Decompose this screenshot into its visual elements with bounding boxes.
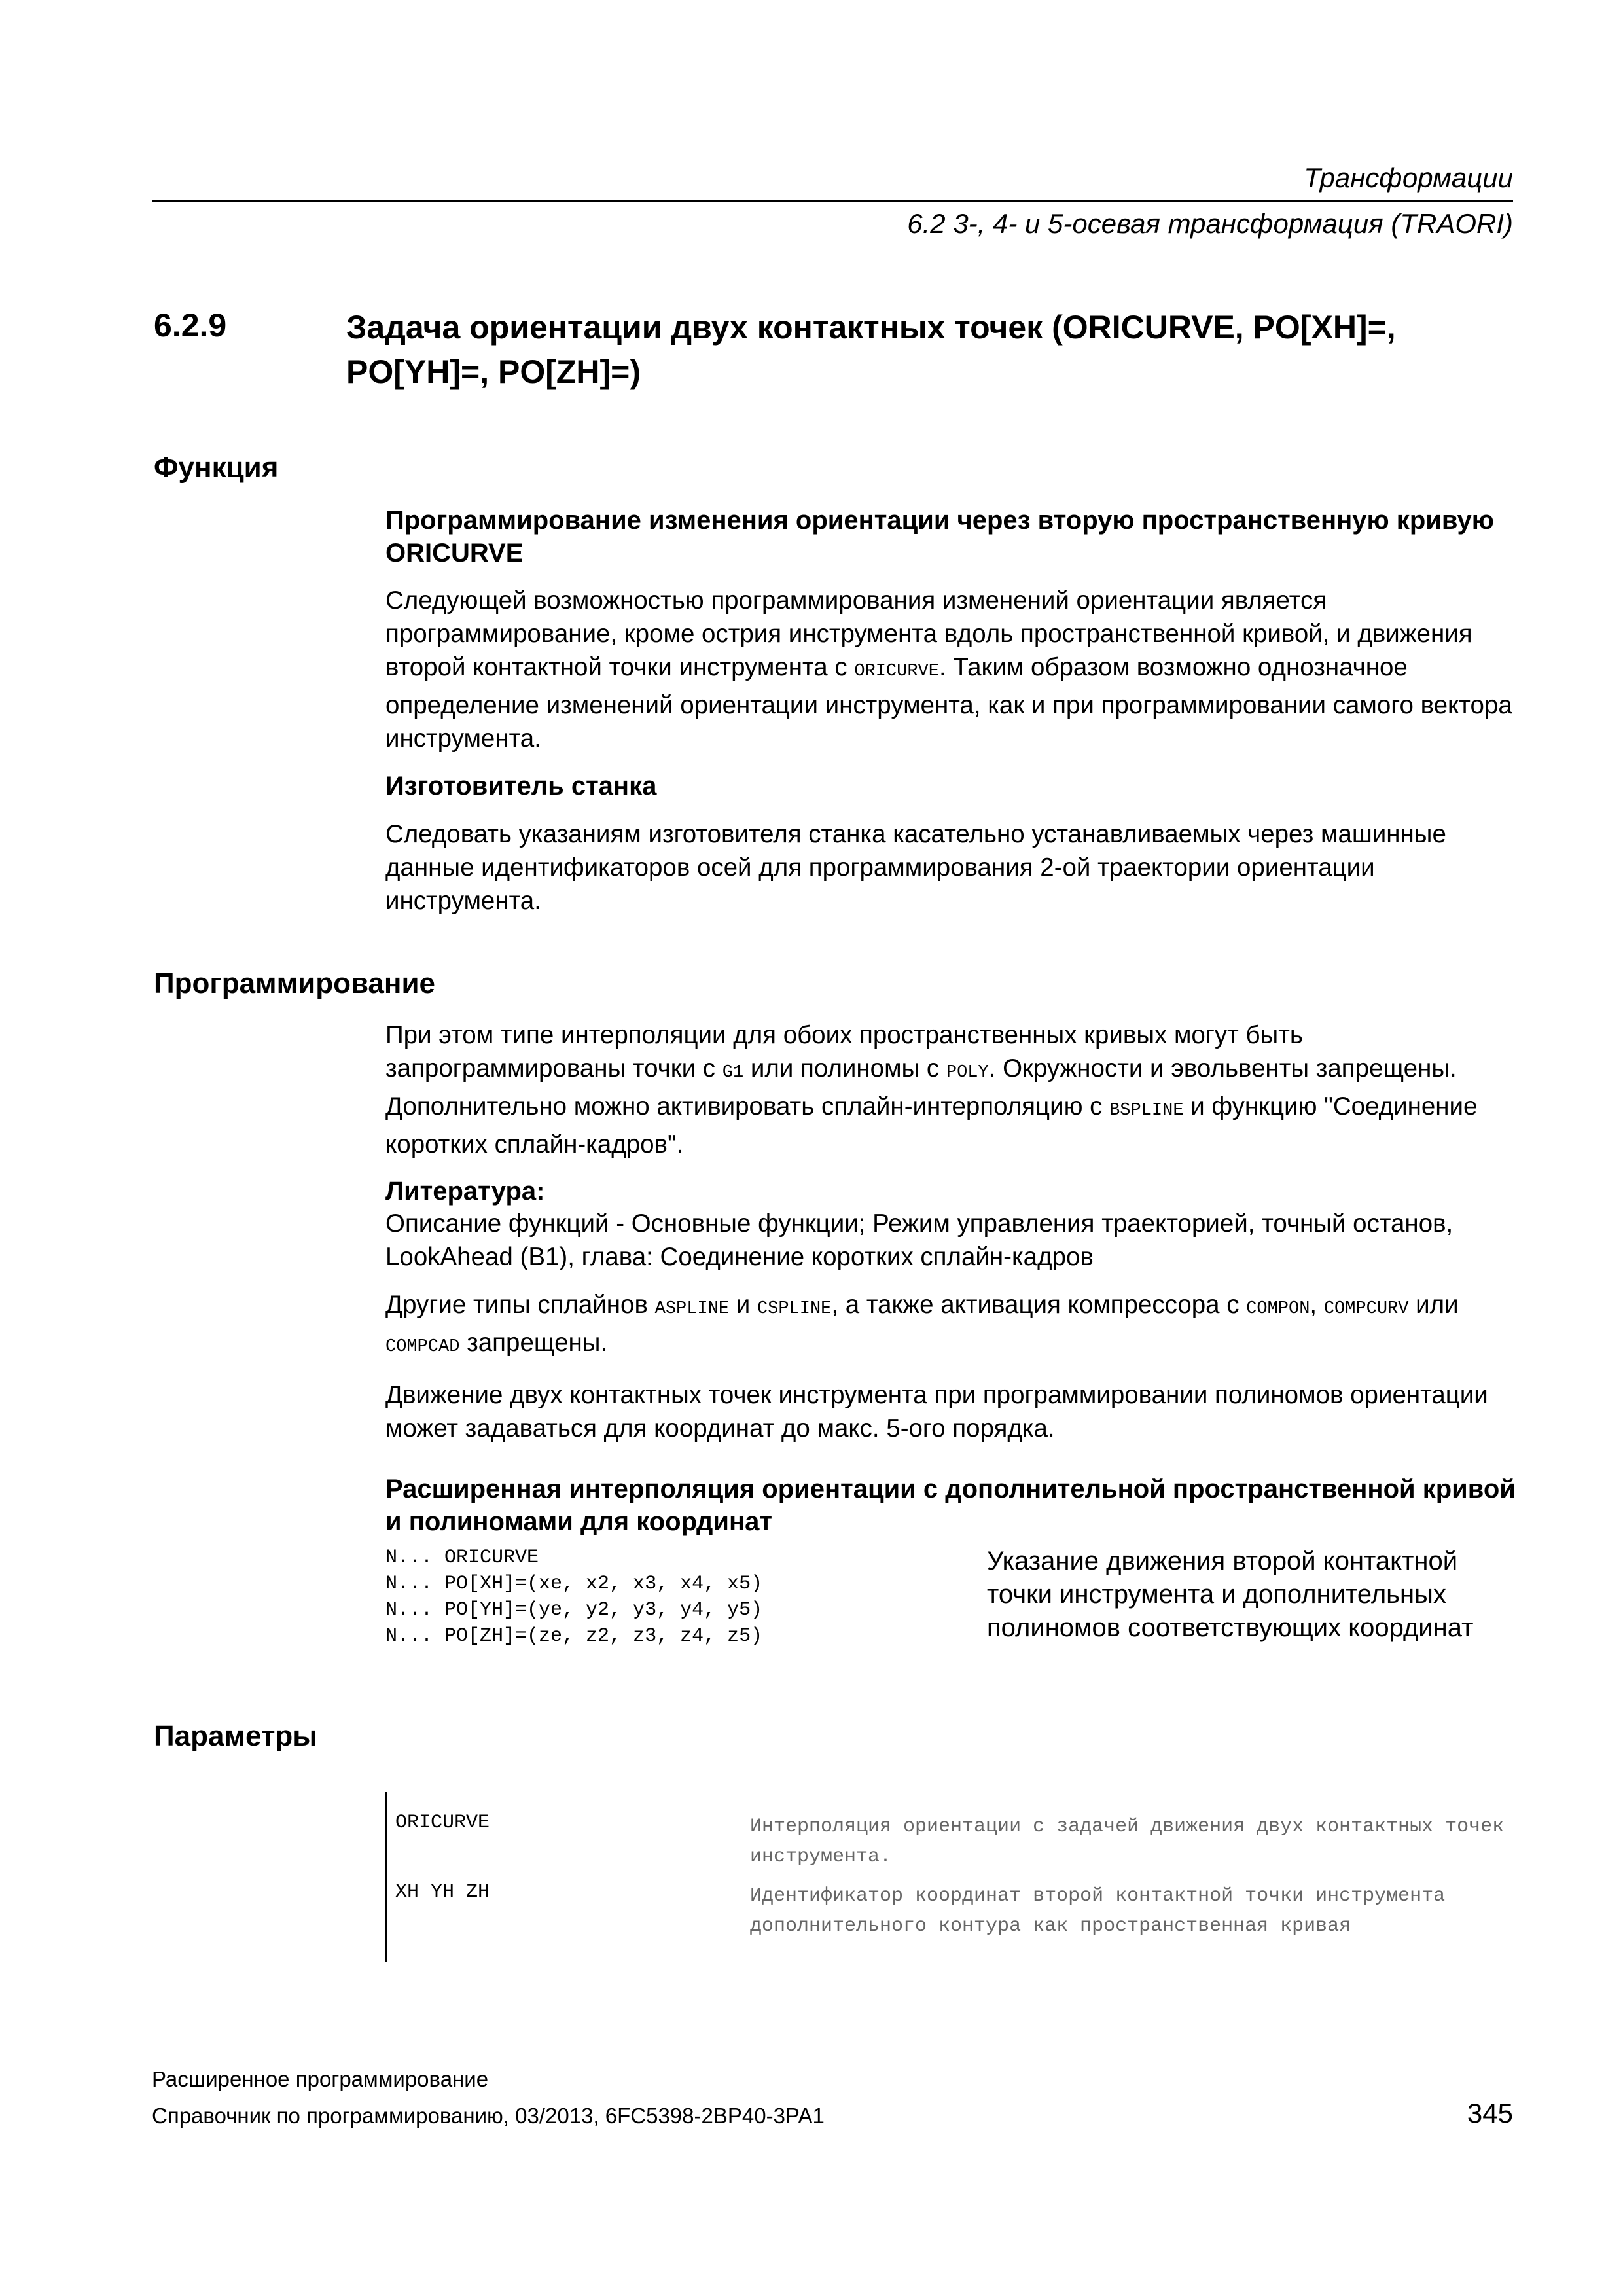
- manufacturer-paragraph: Следовать указаниям изготовителя станка касательно устанавливаемых через машинные данные идентификаторов осей для программирования 2-ой траектории ориентации инструмента.: [385, 820, 1446, 915]
- programming-paragraph-1: При этом типе интерполяции для обоих пространственных кривых могут быть запрограммированы точки с G1 или полиномы с POLY. Окружности и эвольвенты запрещены. Дополнительно можно активировать сплайн-интерполяцию с BSPLINE и функцию "Соединение коротких сплайн-кадров".: [385, 1021, 1478, 1158]
- parameter-table-rule: [385, 1792, 387, 1962]
- heading-programming: Программирование: [154, 967, 435, 999]
- heading-function: Функция: [154, 452, 279, 484]
- running-header-chapter: Трансформации: [1304, 162, 1513, 193]
- function-block: [385, 504, 1518, 918]
- parameter-description: Интерполяция ориентации с задачей движения двух контактных точек инструмента.: [750, 1816, 1505, 1868]
- parameter-description: Идентификатор координат второй контактной точки инструмента дополнительного контура как пространственная кривая: [750, 1885, 1446, 1937]
- footer-book-title: Расширенное программирование: [152, 2067, 489, 2091]
- inline-code-oricurve: ORICURVE: [854, 662, 939, 681]
- code-listing: N... ORICURVE N... PO[XH]=(xe, x2, x3, x4, x5) N... PO[YH]=(ye, y2, y3, y4, y5) N... PO[ZH]=(ze, z2, z3, z4, z5): [385, 1547, 763, 1647]
- footer-manual-info: Справочник по программированию, 03/2013, 6FC5398-2BP40-3PA1: [152, 2104, 825, 2128]
- heading-parameters: Параметры: [154, 1720, 317, 1752]
- subheading-machine-manufacturer: Изготовитель станка: [385, 772, 657, 800]
- programming-paragraph-2: Другие типы сплайнов ASPLINE и CSPLINE, а также активация компрессора с COMPON, COMPCURV или COMPCAD запрещены.: [385, 1291, 1459, 1357]
- section-title: Задача ориентации двух контактных точек (ORICURVE, PO[XH]=, PO[YH]=, PO[ZH]=): [346, 309, 1396, 390]
- programming-paragraph-3: Движение двух контактных точек инструмента при программировании полиномов ориентации может задаваться для координат до макс. 5-ого порядка.: [385, 1381, 1488, 1443]
- code-description: Указание движения второй контактной точки инструмента и дополнительных полиномов соответствующих координат: [987, 1547, 1474, 1642]
- page-number: 345: [1467, 2098, 1513, 2128]
- header-rule: [152, 200, 1513, 202]
- section-number: 6.2.9: [154, 307, 227, 344]
- programming-block: [385, 1018, 1518, 1445]
- parameter-name: XH YH ZH: [395, 1881, 490, 1903]
- literature-label: Литература:: [385, 1177, 545, 1206]
- subheading-extended-interpolation: Расширенная интерполяция ориентации с дополнительной пространственной кривой и полиномами для координат: [385, 1475, 1516, 1536]
- subheading-oricurve: Программирование изменения ориентации через вторую пространственную кривую ORICURVE: [385, 506, 1494, 567]
- literature-text: Описание функций - Основные функции; Режим управления траекторией, точный останов, LookAhead (B1), глава: Соединение коротких сплайн-кадров: [385, 1210, 1454, 1271]
- running-header-section: 6.2 3-, 4- и 5-осевая трансформация (TRAORI): [907, 208, 1513, 239]
- parameter-name: ORICURVE: [395, 1812, 490, 1834]
- function-paragraph: Следующей возможностью программирования изменений ориентации является программирование, кроме острия инструмента вдоль пространственной кривой, и движения второй контактной точки инструмента с ORICURVE. Таким образом возможно однозначное определение изменений ориентации инструмента, как и при программировании самого вектора инструмента.: [385, 586, 1512, 753]
